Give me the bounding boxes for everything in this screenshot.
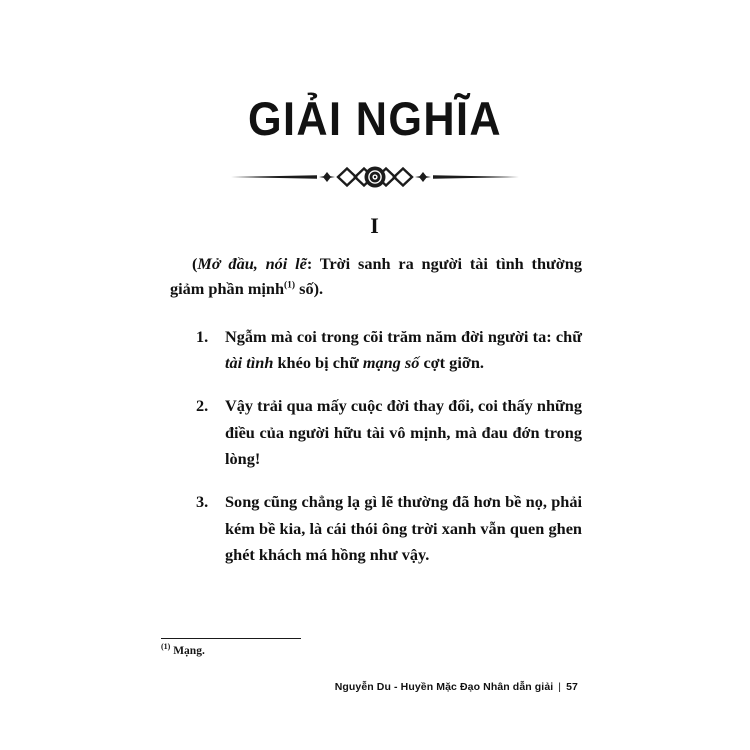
text-run: Ngẫm mà coi trong cõi trăm năm đời người ta: chữ bbox=[225, 326, 582, 346]
text-run: Vậy trải qua mấy cuộc đời thay đổi, coi thấy những điều của người hữu tài vô mịnh, mà đau đớn trong lòng! bbox=[225, 396, 582, 469]
list-item-number: 3. bbox=[196, 492, 209, 512]
intro-tail: số). bbox=[295, 278, 324, 298]
list-item-text bbox=[225, 327, 582, 372]
footnote-1 bbox=[161, 644, 581, 659]
text-run-italic: tài tình bbox=[225, 352, 274, 372]
list-item-text bbox=[225, 492, 582, 564]
text-run: Song cũng chẳng lạ gì lẽ thường đã hơn bề nọ, phải kém bề kia, là cái thói ông trời xanh vẫn quen ghen ghét khách má hồng như vậy. bbox=[225, 492, 582, 565]
footer-author-line: Nguyễn Du - Huyền Mặc Đạo Nhân dẫn giải bbox=[334, 681, 554, 693]
heading-block bbox=[0, 92, 750, 145]
intro-open-paren: ( bbox=[192, 254, 198, 273]
footnote-area bbox=[161, 638, 581, 659]
footnote-marker: (1) bbox=[161, 642, 171, 652]
list-item-text bbox=[225, 396, 582, 468]
list-item-number: 1. bbox=[196, 326, 209, 346]
running-footer bbox=[0, 681, 750, 693]
footnote-body: Mạng. bbox=[170, 645, 205, 657]
page-title: GIẢI NGHĨA bbox=[247, 92, 503, 145]
section-numeral: I bbox=[370, 213, 380, 238]
body-text-column bbox=[170, 252, 582, 569]
ornamental-divider bbox=[0, 162, 750, 192]
list-item bbox=[170, 324, 582, 377]
list-item-number: 2. bbox=[196, 396, 209, 416]
footnote-reference-1: (1) bbox=[284, 280, 296, 291]
numbered-list bbox=[170, 324, 582, 569]
page-number: 57 bbox=[566, 681, 578, 693]
footnote-separator-rule bbox=[161, 638, 301, 639]
footer-separator: | bbox=[558, 681, 562, 693]
text-run-italic: mạng số bbox=[362, 352, 420, 372]
text-run: khéo bị chữ bbox=[273, 352, 363, 372]
intro-rest: : Trời sanh ra người tài tình thường giảm phần mịnh bbox=[170, 254, 582, 298]
list-item bbox=[170, 393, 582, 472]
text-run: cợt giỡn. bbox=[419, 352, 484, 372]
diamond-rosette-divider-icon bbox=[225, 164, 525, 190]
intro-paragraph bbox=[170, 252, 582, 302]
list-item bbox=[170, 489, 582, 568]
intro-emphasis: Mở đầu, nói lẽ bbox=[197, 254, 307, 273]
